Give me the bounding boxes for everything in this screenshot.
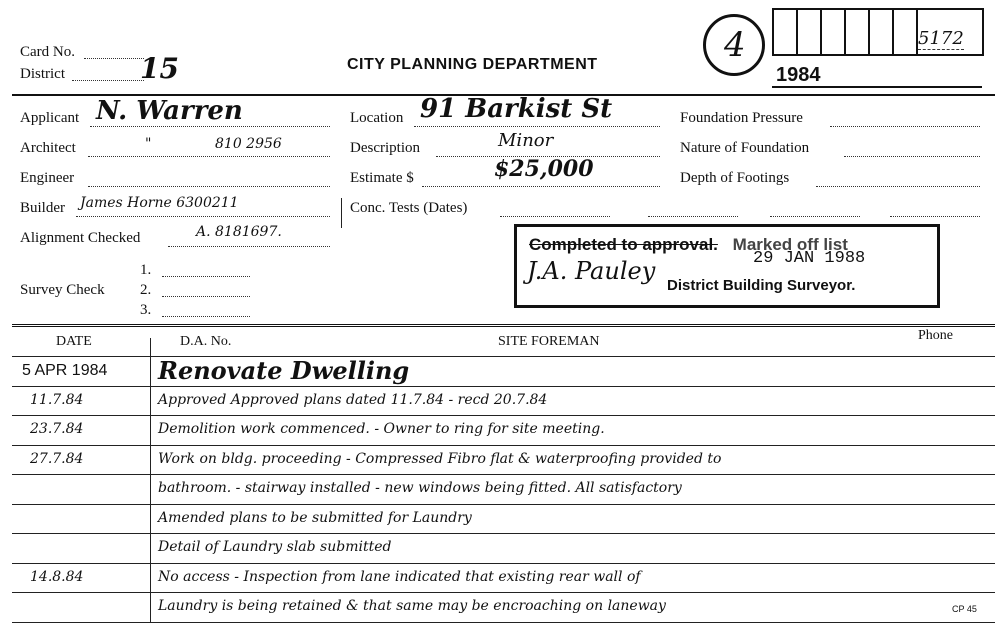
nature-line [844,156,980,157]
builder-line [76,216,330,217]
engineer-line [88,186,330,187]
district-label: District [20,66,65,82]
card-no-line [84,58,144,59]
row-text: Demolition work commenced. - Owner to ring for site meeting. [158,421,605,437]
location-value: 91 Barkist St [420,94,613,124]
alignment-line [168,246,330,247]
row-text: Work on bldg. proceeding - Compressed Fibro flat & waterproofing provided to [158,450,722,467]
table-top-rule [12,324,995,327]
row-rule [12,533,995,534]
architect-line [88,156,330,157]
conc-line-1 [500,216,610,217]
survey-2: 2. [140,282,152,298]
survey-label: Survey Check [20,282,105,298]
grid-cell [892,8,918,56]
description-label: Description [350,140,420,156]
row-text: No access - Inspection from lane indicated that existing rear wall of [158,568,641,585]
survey-line-1 [162,276,250,277]
grid-cell [868,8,894,56]
depth-line [816,186,980,187]
row-rule [12,622,995,623]
conc-line-2 [648,216,738,217]
alignment-label: Alignment Checked [20,230,141,246]
row-text: Renovate Dwelling [158,356,410,385]
row-rule [12,592,995,593]
row-date: 27.7.84 [30,450,84,467]
location-line [414,126,660,127]
conc-line-4 [890,216,980,217]
survey-line-3 [162,316,250,317]
depth-label: Depth of Footings [680,170,790,186]
row-rule [12,563,995,564]
row-text: Laundry is being retained & that same may be encroaching on laneway [158,598,666,614]
year-underline [772,86,982,88]
col-date: DATE [56,334,92,349]
row-date: 11.7.84 [30,391,84,408]
description-value: Minor [498,130,554,151]
stamp-date: 29 JAN 1988 [753,249,866,268]
district-value: 15 [140,52,179,85]
builder-label: Builder [20,200,65,216]
approval-stamp [514,224,940,308]
file-number: 5172 [918,28,964,49]
grid-cell [820,8,846,56]
row-date: 23.7.84 [30,421,84,437]
location-label: Location [350,110,404,126]
form-code: CP 45 [952,604,977,614]
row-text: Amended plans to be submitted for Laundry [158,509,472,526]
card-no-label: Card No. [20,44,75,60]
grid-cell [796,8,822,56]
col-foreman: SITE FOREMAN [498,334,600,349]
alignment-value: A. 8181697. [196,224,282,240]
year: 1984 [776,64,821,86]
row-rule [12,504,995,505]
engineer-label: Engineer [20,170,75,186]
architect-phone: 810 2956 [215,136,282,152]
applicant-value: N. Warren [96,96,243,126]
stamp-line-1: Completed to approval. Marked off list [529,235,848,254]
builder-value: James Horne 6300211 [80,195,239,211]
foundation-pressure-line [830,126,980,127]
row-rule [12,386,995,387]
survey-3: 3. [140,302,152,318]
row-text: Approved Approved plans dated 11.7.84 - recd 20.7.84 [158,391,548,408]
grid-cell [772,8,798,56]
row-date: 14.8.84 [30,568,84,585]
row-rule [12,415,995,416]
grid-cell [844,8,870,56]
stamp-line-2: District Building Surveyor. [667,277,856,294]
applicant-label: Applicant [20,110,80,126]
col-phone: Phone [918,328,953,343]
mid-divider [341,198,342,228]
row-date: 5 APR 1984 [22,362,108,379]
foundation-pressure-label: Foundation Pressure [680,110,803,126]
circled-number: 4 [703,14,765,76]
survey-line-2 [162,296,250,297]
architect-value: " [145,136,152,152]
estimate-label: Estimate $ [350,170,414,186]
row-rule [12,474,995,475]
date-column-divider [150,338,151,623]
row-text: bathroom. - stairway installed - new windows being fitted. All satisfactory [158,480,682,496]
applicant-line [90,126,330,127]
estimate-value: $25,000 [494,156,594,182]
nature-label: Nature of Foundation [680,140,810,156]
stamp-signature: J.A. Pauley [527,257,656,285]
conc-tests-label: Conc. Tests (Dates) [350,200,468,216]
row-text: Detail of Laundry slab submitted [158,539,392,555]
department-title: CITY PLANNING DEPARTMENT [347,56,598,73]
row-rule [12,445,995,446]
architect-label: Architect [20,140,76,156]
district-line [72,80,144,81]
conc-line-3 [770,216,860,217]
col-da: D.A. No. [180,334,232,349]
survey-1: 1. [140,262,152,278]
estimate-line [422,186,660,187]
